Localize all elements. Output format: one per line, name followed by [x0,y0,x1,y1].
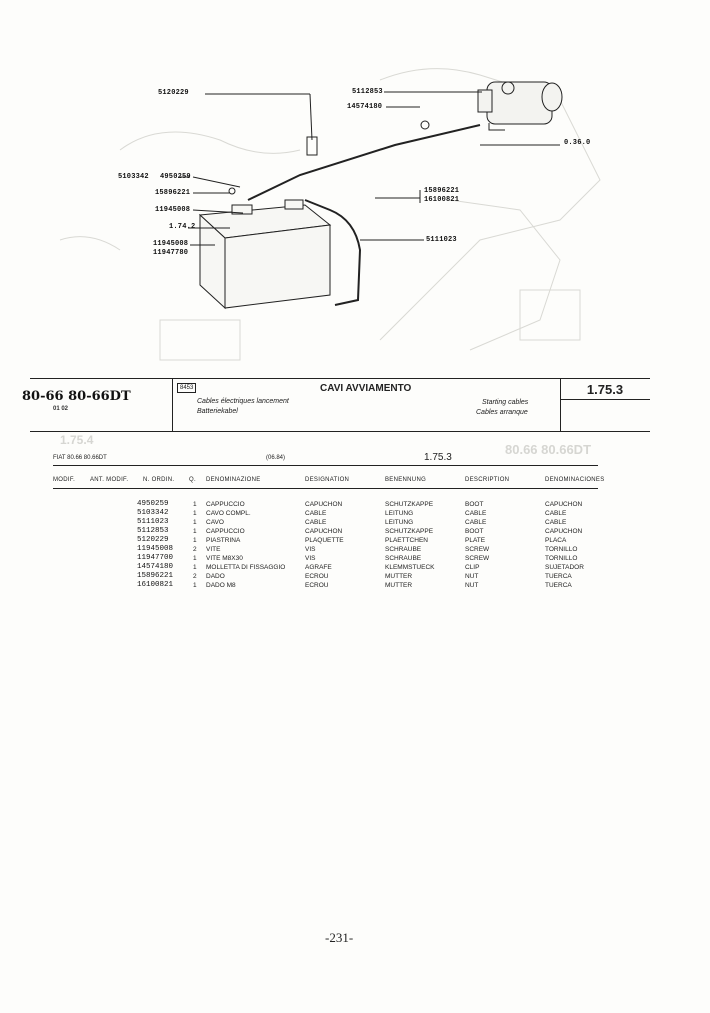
cell-de: SCHRAUBE [385,555,422,562]
cell-en: PLATE [465,537,486,544]
cell-num: 16100821 [137,581,174,589]
subheader-rule [53,465,598,466]
header-divider-left [172,378,173,432]
col-description: DESCRIPTION [465,477,510,483]
title-italian: CAVI AVVIAMENTO [320,383,412,394]
cell-de: MUTTER [385,582,413,589]
cell-es: CAPUCHON [545,528,583,535]
cell-it: DADO M8 [206,582,236,589]
cell-qty: 2 [193,546,197,553]
table-row [0,527,710,536]
table-code: 8453 [177,383,196,393]
callout-1-74-2: 1.74.2 [169,223,196,231]
cell-en: NUT [465,573,479,580]
table-row [0,572,710,581]
cell-es: TUERCA [545,573,572,580]
title-french: Cables électriques lancement [197,398,289,405]
col-benennung: BENENNUNG [385,477,427,483]
cell-fr: VIS [305,555,316,562]
title-english: Starting cables [482,399,529,406]
callout-11947780: 11947780 [153,249,189,257]
cell-num: 5103342 [137,509,169,517]
callout-4950259: 4950259 [160,173,191,181]
cell-fr: CAPUCHON [305,528,343,535]
cell-fr: ECROU [305,573,329,580]
cell-qty: 1 [193,555,197,562]
cell-num: 11945008 [137,545,174,553]
cell-it: MOLLETTA DI FISSAGGIO [206,564,286,571]
page-number: -231- [325,930,354,945]
model-title: 80-66 80-66DT [22,389,131,404]
header-rule-bottom [30,431,650,432]
cell-de: SCHRAUBE [385,546,422,553]
cell-es: TORNILLO [545,546,578,553]
callout-11945008-lower: 11945008 [153,240,189,248]
cell-fr: CABLE [305,510,327,517]
callout-14574180: 14574180 [347,103,383,111]
cell-qty: 1 [193,537,197,544]
callout-5112853: 5112853 [352,88,383,96]
reverse-side-show-through-2: 80.66 80.66DT [505,442,592,457]
cell-en: SCREW [465,546,490,553]
cell-qty: 1 [193,582,197,589]
cell-de: MUTTER [385,573,413,580]
callout-11945008-upper: 11945008 [155,206,191,214]
table-row [0,545,710,554]
cell-num: 5111023 [137,518,169,526]
cell-it: CAPPUCCIO [206,501,245,508]
title-german: Batteriekabel [197,408,238,415]
callout-15896221-left: 15896221 [155,189,191,197]
table-row [0,500,710,509]
title-spanish: Cables arranque [476,409,528,416]
cell-es: TUERCA [545,582,572,589]
cell-es: CAPUCHON [545,501,583,508]
callout-16100821: 16100821 [424,196,460,204]
fiat-model-line: FIAT 80.66 80.66DT [53,455,107,461]
model-subtitle: 01 02 [53,406,69,412]
cell-de: KLEMMSTUECK [385,564,435,571]
cell-fr: CAPUCHON [305,501,343,508]
reverse-side-show-through: 1.75.4 [60,433,94,447]
cell-fr: CABLE [305,519,327,526]
cell-de: PLAETTCHEN [385,537,428,544]
col-ant-modif: ANT. MODIF. [90,477,129,483]
cell-fr: AGRAFE [305,564,332,571]
section-reference: 1.75.3 [424,452,452,463]
callout-15896221-right: 15896221 [424,187,460,195]
cell-num: 5112853 [137,527,169,535]
cell-qty: 2 [193,573,197,580]
table-row [0,581,710,590]
cell-en: NUT [465,582,479,589]
col-designation: DESIGNATION [305,477,350,483]
callout-5103342: 5103342 [118,173,149,181]
cell-es: TORNILLO [545,555,578,562]
table-row [0,563,710,572]
exploded-diagram [0,0,710,375]
cell-it: VITE M8X30 [206,555,243,562]
cell-en: BOOT [465,528,484,535]
callout-5120229: 5120229 [158,89,189,97]
col-denominaciones: DENOMINACIONES [545,477,605,483]
cell-num: 15896221 [137,572,174,580]
cell-num: 5120229 [137,536,169,544]
cell-es: SUJETADOR [545,564,584,571]
cell-fr: ECROU [305,582,329,589]
table-row [0,536,710,545]
cell-qty: 1 [193,528,197,535]
col-ordin: N. ORDIN. [143,477,175,483]
cell-en: CABLE [465,519,487,526]
cell-es: CABLE [545,519,567,526]
cell-qty: 1 [193,519,197,526]
cell-es: CABLE [545,510,567,517]
table-row [0,518,710,527]
cell-num: 11947700 [137,554,174,562]
cell-it: CAVO COMPL. [206,510,251,517]
cell-en: BOOT [465,501,484,508]
cell-qty: 1 [193,564,197,571]
cell-fr: PLAQUETTE [305,537,344,544]
cell-es: PLACA [545,537,567,544]
col-denominazione: DENOMINAZIONE [206,477,261,483]
callout-0-36-0: 0.36.0 [564,139,591,147]
cell-qty: 1 [193,501,197,508]
cell-en: CABLE [465,510,487,517]
cell-it: VITE [206,546,221,553]
cell-it: CAPPUCCIO [206,528,245,535]
cell-de: SCHUTZKAPPE [385,528,434,535]
cell-de: LEITUNG [385,519,414,526]
section-number: 1.75.3 [586,382,624,397]
callout-5111023: 5111023 [426,236,457,244]
table-row [0,509,710,518]
col-qty: Q. [189,477,196,483]
diagram-drawing [0,0,710,375]
col-modif: MODIF. [53,477,76,483]
cell-de: LEITUNG [385,510,414,517]
date-label: (06.84) [266,455,286,461]
cell-en: SCREW [465,555,490,562]
header-rule-top [30,378,650,379]
cell-it: PIASTRINA [206,537,241,544]
cell-it: CAVO [206,519,224,526]
cell-num: 4950259 [137,500,169,508]
cell-fr: VIS [305,546,316,553]
columns-rule [53,488,598,489]
table-row [0,554,710,563]
cell-it: DADO [206,573,225,580]
cell-qty: 1 [193,510,197,517]
cell-de: SCHUTZKAPPE [385,501,434,508]
cell-en: CLIP [465,564,480,571]
cell-num: 14574180 [137,563,174,571]
